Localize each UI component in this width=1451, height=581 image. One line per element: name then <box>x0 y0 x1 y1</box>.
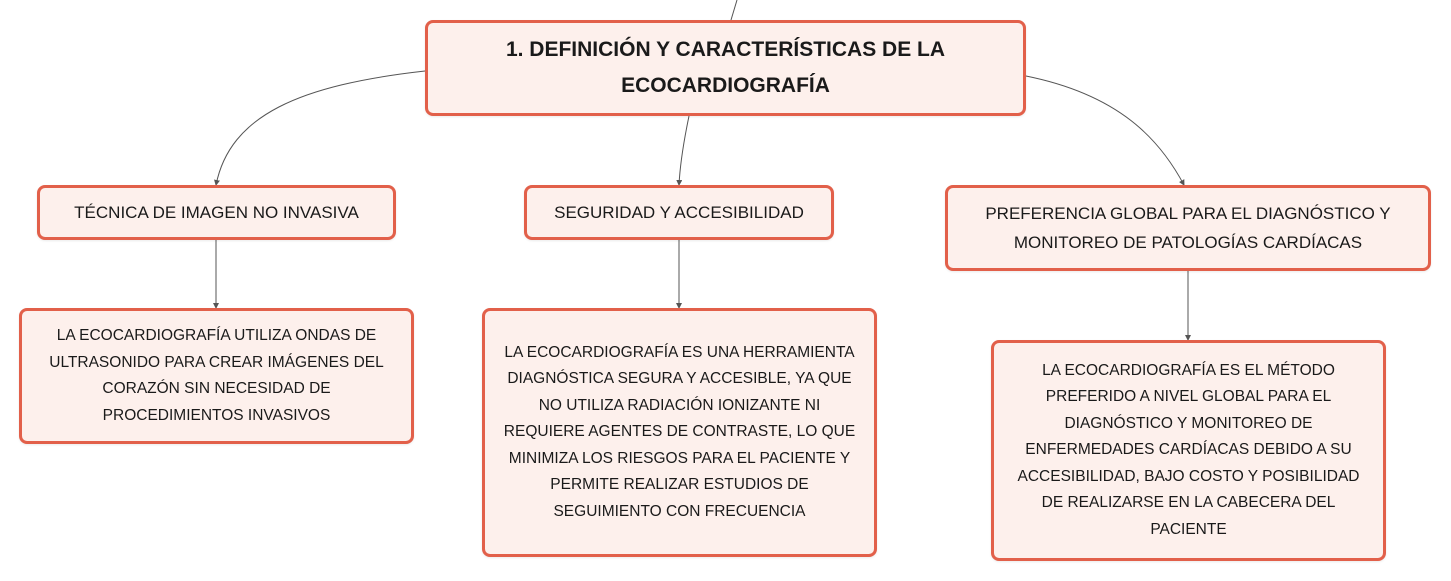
detail-text: LA ECOCARDIOGRAFÍA ES EL MÉTODO PREFERIDO A NIVEL GLOBAL PARA EL DIAGNÓSTICO Y MONITOREO DE ENFERMEDADES CARDÍACAS DEBIDO A SU ACCESIBILIDAD, BAJO COSTO Y POSIBILIDAD DE REALIZARSE EN LA CABECERA DEL PACIENTE <box>1017 361 1360 538</box>
topic-title: TÉCNICA DE IMAGEN NO INVASIVA <box>74 203 359 222</box>
detail-node-safety-accessibility[interactable] <box>482 308 877 557</box>
connector-root-to-topic-2 <box>679 116 689 185</box>
root-node[interactable] <box>425 20 1026 116</box>
connector-from-parent <box>731 0 737 20</box>
topic-title: SEGURIDAD Y ACCESIBILIDAD <box>554 203 804 222</box>
connector-root-to-topic-3 <box>1026 76 1184 185</box>
topic-node-safety-accessibility[interactable] <box>524 185 834 240</box>
topic-node-global-preference[interactable] <box>945 185 1431 271</box>
detail-node-noninvasive-technique[interactable] <box>19 308 414 444</box>
detail-text: LA ECOCARDIOGRAFÍA UTILIZA ONDAS DE ULTRASONIDO PARA CREAR IMÁGENES DEL CORAZÓN SIN NECESIDAD DE PROCEDIMIENTOS INVASIVOS <box>49 327 384 424</box>
topic-title: PREFERENCIA GLOBAL PARA EL DIAGNÓSTICO Y MONITOREO DE PATOLOGÍAS CARDÍACAS <box>985 204 1391 252</box>
detail-node-global-preference[interactable] <box>991 340 1386 561</box>
root-title: 1. DEFINICIÓN Y CARACTERÍSTICAS DE LA ECOCARDIOGRAFÍA <box>505 38 946 97</box>
detail-text: LA ECOCARDIOGRAFÍA ES UNA HERRAMIENTA DIAGNÓSTICA SEGURA Y ACCESIBLE, YA QUE NO UTILIZA RADIACIÓN IONIZANTE NI REQUIERE AGENTES DE CONTRASTE, LO QUE MINIMIZA LOS RIESGOS PARA EL PACIENTE Y PERMITE REALIZAR ESTUDIOS DE SEGUIMIENTO CON FRECUENCIA <box>503 343 856 520</box>
topic-node-noninvasive-technique[interactable] <box>37 185 396 240</box>
connector-root-to-topic-1 <box>216 71 425 185</box>
